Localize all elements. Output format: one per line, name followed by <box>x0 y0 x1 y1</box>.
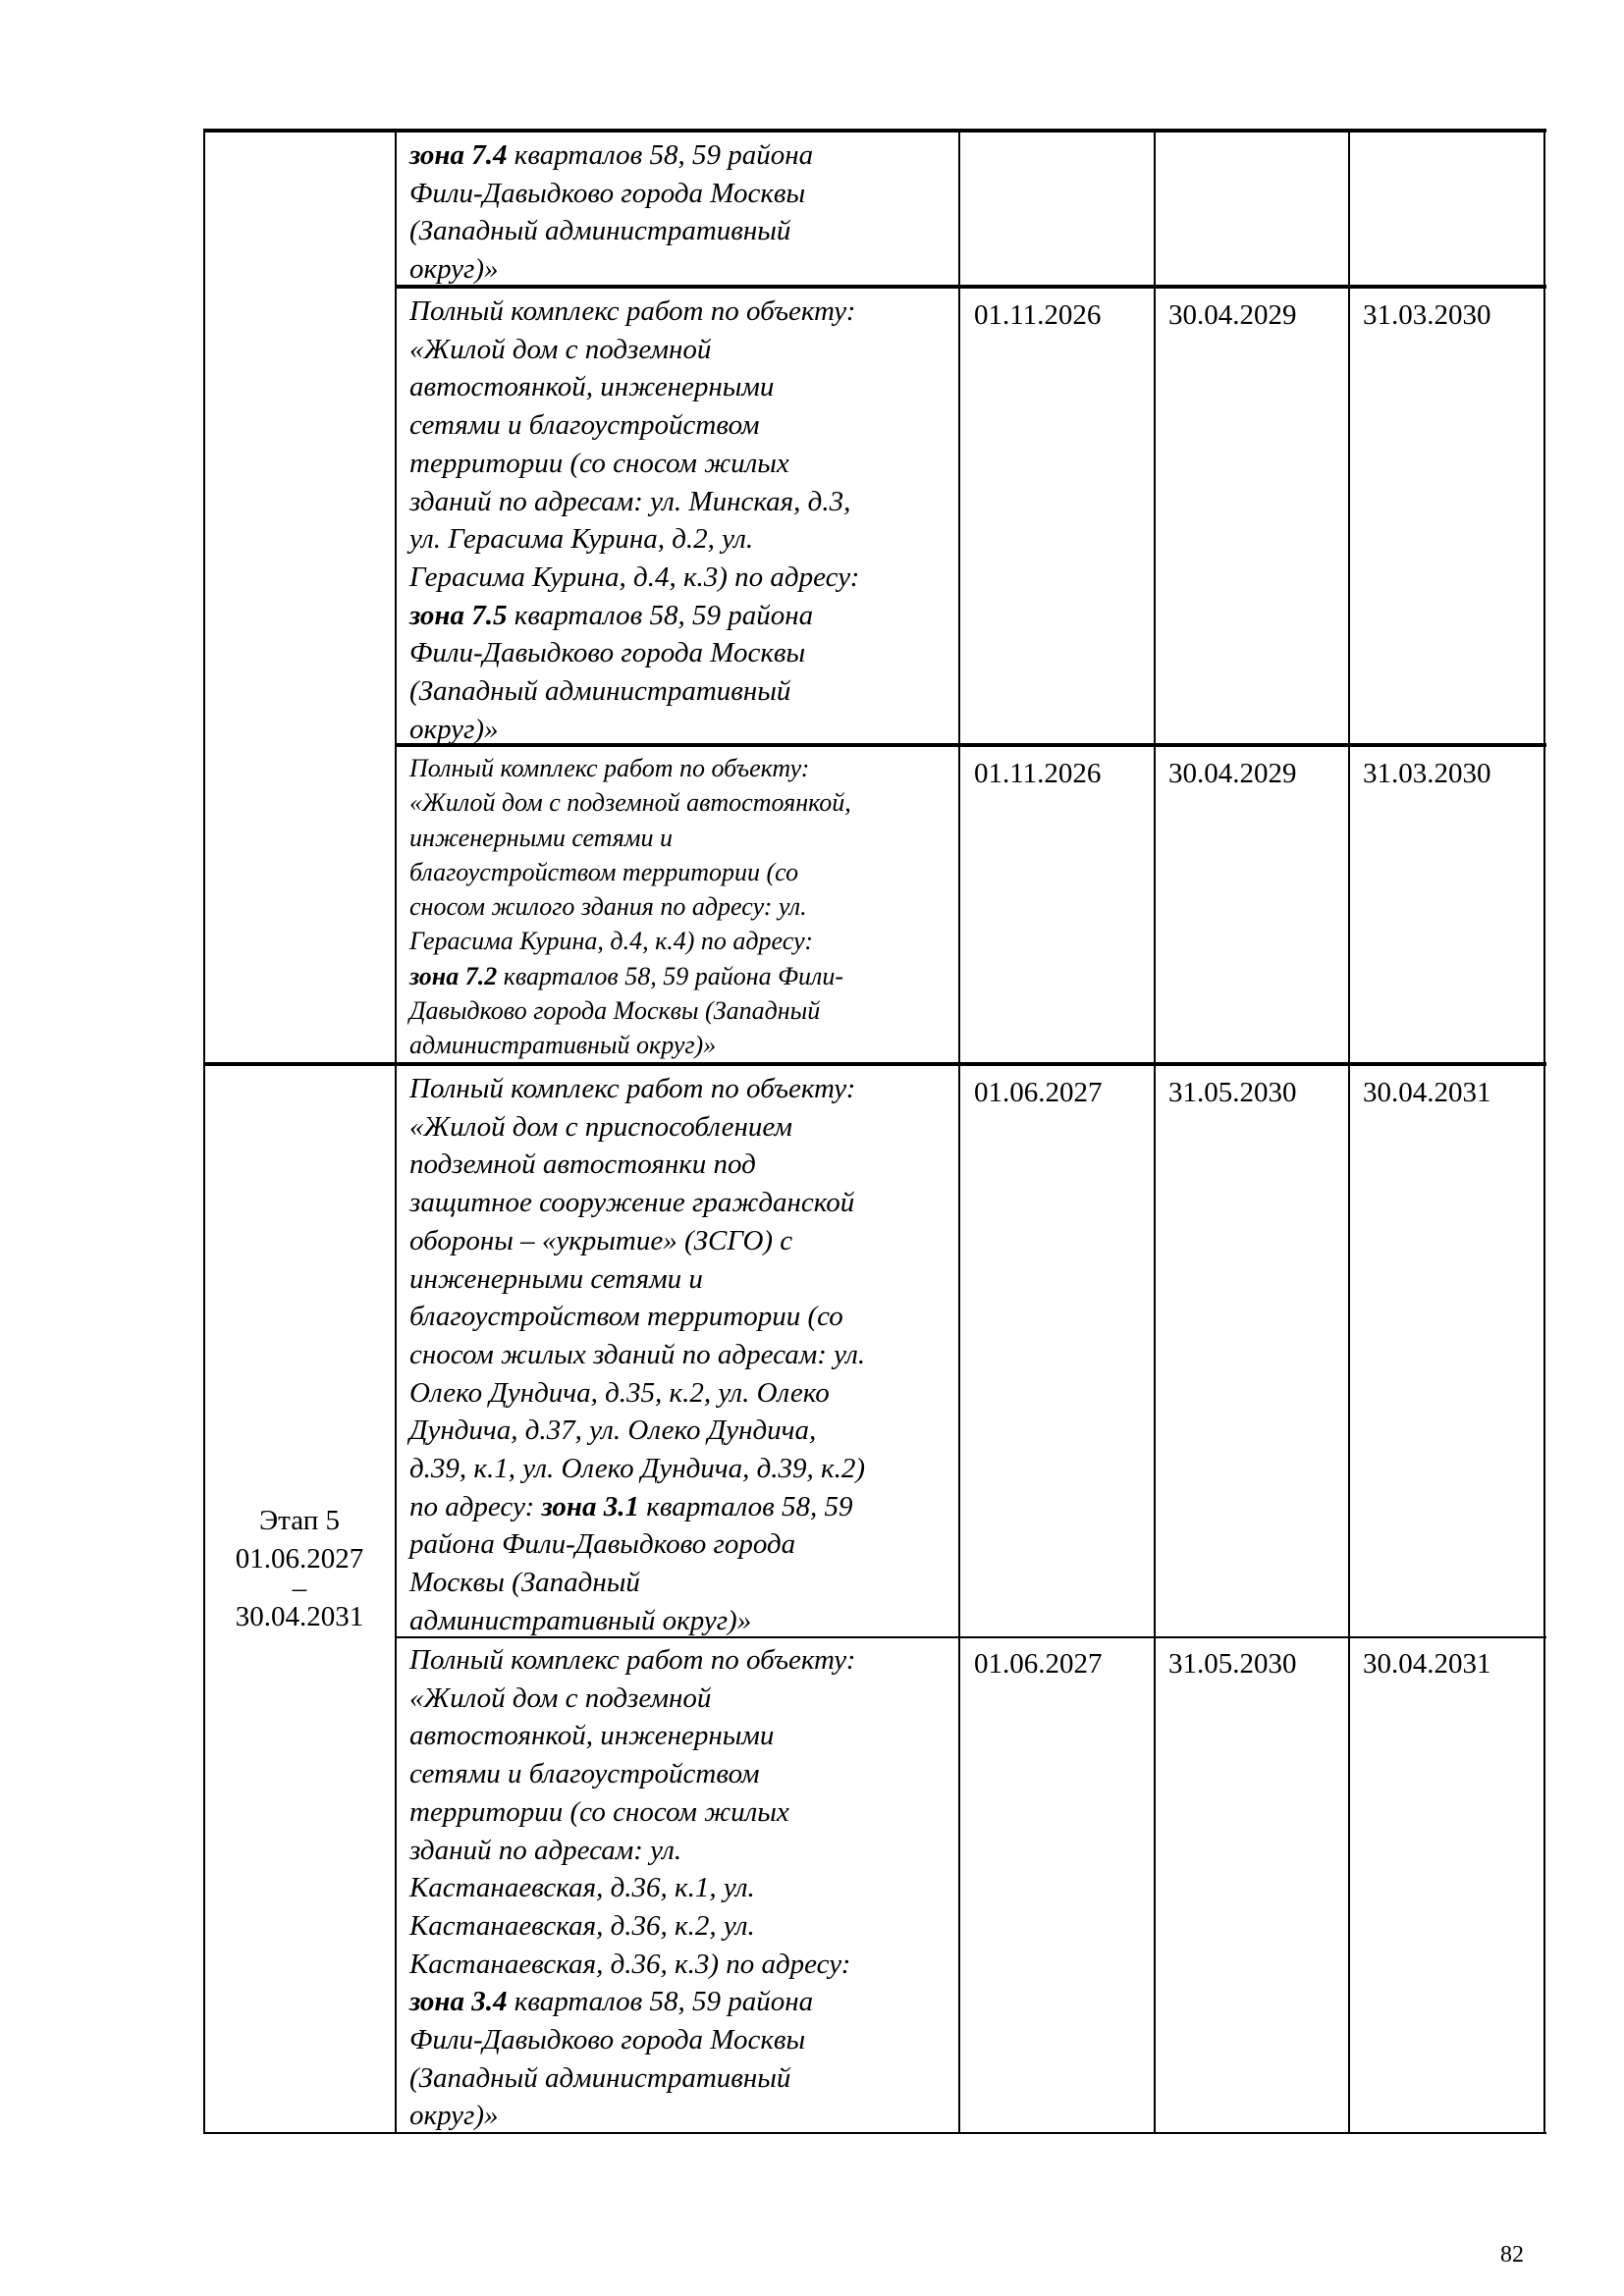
stage-end: 30.04.2031 <box>235 1601 364 1632</box>
text-segment: административный округ)» <box>409 1604 752 1636</box>
end-date: 30.04.2029 <box>1168 299 1297 331</box>
description-line <box>409 1869 855 1907</box>
description-line <box>409 821 851 855</box>
text-segment: обороны – «укрытие» (ЗСГО) с <box>409 1224 793 1256</box>
text-segment: Олеко Дундича, д.35, к.2, ул. Олеко <box>409 1376 830 1409</box>
zone-label: зона 7.5 <box>409 599 508 631</box>
text-segment: Полный комплекс работ по объекту: <box>409 295 856 327</box>
description-line <box>409 1832 855 1870</box>
text-segment: Москвы (Западный <box>409 1567 640 1599</box>
text-segment: кварталов 58, 59 <box>639 1490 853 1522</box>
description-line <box>409 1525 865 1564</box>
description-line <box>409 634 859 672</box>
description-line <box>409 1070 865 1108</box>
description-line <box>409 368 859 406</box>
text-segment: инженерными сетями и <box>409 823 673 852</box>
zone-label: зона 3.4 <box>409 1986 508 2018</box>
description-line <box>409 672 859 711</box>
start-date: 01.06.2027 <box>974 1648 1103 1680</box>
text-segment: кварталов 58, 59 района Фили- <box>497 961 844 990</box>
description-line <box>409 1450 865 1488</box>
object-description <box>409 293 859 748</box>
description-line <box>409 597 859 635</box>
text-segment: района Фили-Давыдково города <box>409 1528 796 1561</box>
description-line <box>409 136 813 175</box>
description-line <box>409 1602 865 1640</box>
row-divider <box>203 1062 1546 1066</box>
description-line <box>409 1028 851 1062</box>
description-line <box>409 785 851 820</box>
text-segment: ул. Герасима Курина, д.2, ул. <box>409 523 754 556</box>
text-segment: Полный комплекс работ по объекту: <box>409 1073 856 1104</box>
end-date: 31.05.2030 <box>1168 1648 1297 1680</box>
description-line <box>409 445 859 483</box>
text-segment: территории (со сносом жилых <box>409 447 789 479</box>
table-top-border <box>203 129 1546 133</box>
description-line <box>409 711 859 749</box>
deadline-date: 31.03.2030 <box>1363 299 1491 331</box>
description-line <box>409 483 859 521</box>
text-segment: подземной автостоянки под <box>409 1148 756 1181</box>
description-line <box>409 1793 855 1832</box>
text-segment: Герасима Курина, д.4, к.3) по адресу: <box>409 561 860 593</box>
description-line <box>409 1260 865 1299</box>
text-segment: автостоянкой, инженерными <box>409 371 775 403</box>
description-line <box>409 520 859 559</box>
description-line <box>409 331 859 369</box>
deadline-date: 30.04.2031 <box>1363 1648 1491 1680</box>
description-line <box>409 1717 855 1755</box>
zone-label: зона 7.4 <box>409 139 508 171</box>
text-segment: защитное сооружение гражданской <box>409 1187 855 1219</box>
text-segment: округ)» <box>409 2100 499 2132</box>
page-number: 82 <box>1500 2242 1524 2268</box>
description-line <box>409 175 813 213</box>
text-segment: Полный комплекс работ по объекту: <box>409 754 810 782</box>
zone-label: зона 3.1 <box>541 1490 640 1522</box>
zone-label: зона 7.2 <box>409 961 498 990</box>
object-description <box>409 136 813 289</box>
description-line <box>409 1488 865 1526</box>
deadline-date: 31.03.2030 <box>1363 758 1491 789</box>
end-date: 31.05.2030 <box>1168 1077 1297 1108</box>
text-segment: (Западный административный <box>409 2061 791 2094</box>
description-line <box>409 1680 855 1718</box>
description-line <box>409 959 851 993</box>
text-segment: Кастанаевская, д.36, к.3) по адресу: <box>409 1948 851 1980</box>
description-line <box>409 212 813 250</box>
text-segment: инженерными сетями и <box>409 1262 703 1295</box>
column-divider <box>1154 129 1156 2134</box>
text-segment: сносом жилых зданий по адресам: ул. <box>409 1338 866 1370</box>
description-line <box>409 1907 855 1946</box>
description-line <box>409 1108 865 1147</box>
column-divider <box>958 129 960 2134</box>
text-segment: (Западный административный <box>409 215 791 247</box>
description-line <box>409 1983 855 2021</box>
description-line <box>409 1184 865 1222</box>
stage-start: 01.06.2027 <box>235 1543 364 1575</box>
text-segment: по адресу: <box>409 1490 542 1522</box>
text-segment: Герасима Курина, д.4, к.4) по адресу: <box>409 927 813 956</box>
start-date: 01.11.2026 <box>974 758 1102 789</box>
text-segment: сносом жилого здания по адресу: ул. <box>409 892 807 922</box>
description-line <box>409 1412 865 1450</box>
description-line <box>409 1641 855 1680</box>
text-segment: (Западный административный <box>409 675 791 708</box>
description-line <box>409 1222 865 1260</box>
text-segment: округ)» <box>409 253 499 286</box>
text-segment: благоустройством территории (со <box>409 857 799 886</box>
text-segment: округ)» <box>409 713 499 745</box>
description-line <box>409 1755 855 1793</box>
description-line <box>409 1298 865 1336</box>
object-description <box>409 1070 865 1640</box>
text-segment: «Жилой дом с подземной <box>409 1682 712 1714</box>
description-line <box>409 559 859 597</box>
text-segment: Полный комплекс работ по объекту: <box>409 1644 856 1676</box>
description-line <box>409 1146 865 1184</box>
text-segment: зданий по адресам: ул. <box>409 1834 682 1866</box>
description-line <box>409 1564 865 1602</box>
object-description <box>409 1641 855 2135</box>
text-segment: Фили-Давыдково города Москвы <box>409 2024 806 2056</box>
description-line <box>409 1946 855 1984</box>
column-divider <box>203 129 205 2134</box>
column-divider <box>1543 129 1545 2134</box>
column-divider <box>395 129 397 2134</box>
stage-name: Этап 5 <box>259 1505 340 1536</box>
description-line <box>409 406 859 445</box>
description-line <box>409 2097 855 2135</box>
start-date: 01.11.2026 <box>974 299 1102 331</box>
deadline-date: 30.04.2031 <box>1363 1077 1491 1108</box>
description-line <box>409 293 859 331</box>
description-line <box>409 1336 865 1374</box>
description-line <box>409 751 851 785</box>
description-line <box>409 2059 855 2098</box>
text-segment: Кастанаевская, д.36, к.1, ул. <box>409 1872 755 1904</box>
stage-dash: – <box>292 1573 307 1604</box>
column-divider <box>1348 129 1350 2134</box>
text-segment: административный округ)» <box>409 1031 717 1060</box>
text-segment: Дундича, д.37, ул. Олеко Дундича, <box>409 1415 817 1447</box>
text-segment: «Жилой дом с приспособлением <box>409 1110 793 1143</box>
text-segment: Фили-Давыдково города Москвы <box>409 177 806 209</box>
description-line <box>409 924 851 958</box>
text-segment: «Жилой дом с подземной автостоянкой, <box>409 788 851 818</box>
table-bottom-border <box>203 2132 1546 2134</box>
object-description <box>409 751 851 1063</box>
description-line <box>409 855 851 889</box>
start-date: 01.06.2027 <box>974 1077 1103 1108</box>
description-line <box>409 2021 855 2059</box>
text-segment: автостоянкой, инженерными <box>409 1720 775 1752</box>
text-segment: Фили-Давыдково города Москвы <box>409 637 806 669</box>
text-segment: Давыдково города Москвы (Западный <box>409 996 821 1026</box>
stage-cell <box>203 1502 396 1636</box>
text-segment: Кастанаевская, д.36, к.2, ул. <box>409 1909 755 1942</box>
text-segment: благоустройством территории (со <box>409 1301 843 1333</box>
description-line <box>409 889 851 924</box>
text-segment: зданий по адресам: ул. Минская, д.3, <box>409 485 851 517</box>
description-line <box>409 250 813 289</box>
text-segment: сетями и благоустройством <box>409 409 760 442</box>
text-segment: д.39, к.1, ул. Олеко Дундича, д.39, к.2) <box>409 1453 865 1485</box>
description-line <box>409 993 851 1028</box>
text-segment: «Жилой дом с подземной <box>409 333 712 365</box>
text-segment: кварталов 58, 59 района <box>507 139 814 171</box>
text-segment: кварталов 58, 59 района <box>507 1986 814 2018</box>
text-segment: кварталов 58, 59 района <box>507 599 814 631</box>
end-date: 30.04.2029 <box>1168 758 1297 789</box>
text-segment: территории (со сносом жилых <box>409 1795 789 1828</box>
text-segment: сетями и благоустройством <box>409 1758 760 1790</box>
description-line <box>409 1374 865 1413</box>
